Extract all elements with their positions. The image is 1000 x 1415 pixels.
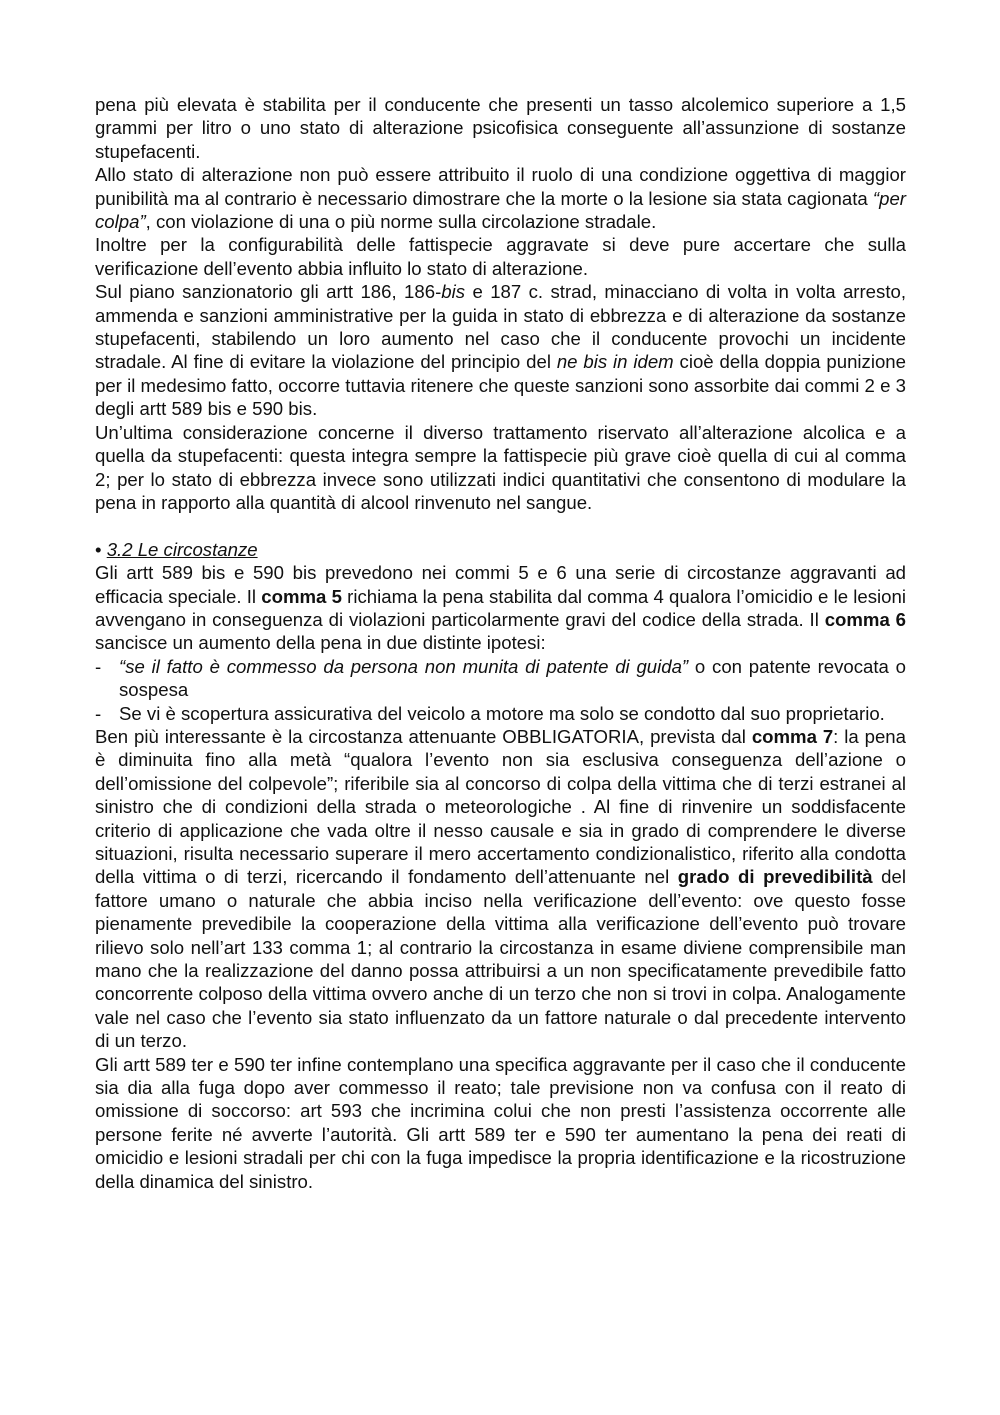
dash-bullet-icon: - bbox=[95, 655, 102, 677]
text-run: Allo stato di alterazione non può essere attribuito il ruolo di una condizione oggettiva di maggior punibilità ma al contrario è necessario dimostrare che la morte o la lesione sia stata cagionata bbox=[95, 164, 906, 209]
bold-comma-6: comma 6 bbox=[824, 608, 907, 630]
text-run: richiama la pena stabilita dal comma 4 qualora l’omicidio e le lesioni avvengano in conseguenza di violazioni particolarmente gravi del codice della strada. Il bbox=[95, 585, 906, 630]
bold-comma-7: comma 7 bbox=[751, 725, 834, 747]
hypotheses-list bbox=[95, 655, 906, 725]
paragraph-spacer bbox=[95, 514, 906, 537]
paragraph-alteration-role bbox=[95, 163, 906, 233]
bold-comma-5: comma 5 bbox=[261, 585, 342, 607]
italic-quote: “se il fatto è commesso da persona non munita di patente di guida” bbox=[119, 655, 689, 677]
text-run: sancisce un aumento della pena in due distinte ipotesi: bbox=[95, 632, 546, 654]
paragraph-sanctions bbox=[95, 280, 906, 420]
list-item bbox=[95, 702, 906, 725]
bullet-icon: • bbox=[95, 538, 102, 560]
paragraph-alcohol-penalty: pena più elevata è stabilita per il conducente che presenti un tasso alcolemico superiore a 1,5 grammi per litro o uno stato di alterazione psicofisica conseguente all’assunzione di sostanze stupefacenti. bbox=[95, 94, 906, 162]
italic-per-colpa: “per colpa” bbox=[95, 187, 906, 233]
section-heading bbox=[95, 538, 906, 561]
section-title: 3.2 Le circostanze bbox=[106, 538, 258, 560]
italic-ne-bis-in-idem: ne bis in idem bbox=[556, 351, 674, 373]
list-item bbox=[95, 655, 906, 702]
text-run: cioè della doppia punizione per il medesimo fatto, occorre tuttavia ritenere che queste sanzioni sono assorbite dai commi 2 e 3 degli artt 589 bis e 590 bis. bbox=[95, 351, 906, 420]
document-page bbox=[95, 93, 906, 1193]
text-run: e 187 c. strad, minacciano di volta in volta arresto, ammenda e sanzioni amministrative per la guida in stato di ebbrezza e di alterazione da sostanze stupefacenti, stabilendo un loro aumento nel caso che il conducente provochi un incidente stradale. Al fine di evitare la violazione del principio del bbox=[95, 281, 906, 373]
text-run: Sul piano sanzionatorio gli artt 186, 186- bbox=[95, 281, 442, 303]
text-run: : la pena è diminuita fino alla metà “qualora l’evento non sia esclusiva conseguenza dell’azione o dell’omissione del colpevole”; riferibile sia al concorso di colpa della vittima che di terzi estranei al sinistro che di condizioni della strada o meteorologiche . Al fine di rinvenire un soddisfacente criterio di applicazione che vada oltre il nesso causale e sia in grado di comprendere le diverse situazioni, risulta necessario superare il mero accertamento condizionalistico, riferito alla condotta della vittima o di terzi, ricercando il fondamento dell’attenuante nel bbox=[95, 725, 906, 888]
paragraph-hit-and-run: Gli artt 589 ter e 590 ter infine contemplano una specifica aggravante per il caso che il conducente sia dia alla fuga dopo aver commesso il reato; tale previsione non va confusa con il reato di omissione di soccorso: art 593 che incrimina colui che non presti l’assistenza occorrente alle persone ferite né avverte l’autorità. Gli artt 589 ter e 590 ter aumentano la pena dei reati di omicidio e lesioni stradali per chi con la fuga impedisce la propria identificazione e la ricostruzione della dinamica del sinistro. bbox=[95, 1053, 906, 1192]
text-run: o con patente revocata o sospesa bbox=[119, 655, 907, 701]
text-run: , con violazione di una o più norme sulla circolazione stradale. bbox=[145, 211, 657, 233]
text-run: Ben più interessante è la circostanza attenuante OBBLIGATORIA, prevista dal bbox=[95, 725, 752, 747]
paragraph-aggravating-circumstances bbox=[95, 561, 906, 655]
paragraph-alcohol-vs-drugs: Un’ultima considerazione concerne il diverso trattamento riservato all’alterazione alcolica e a quella da stupefacenti: questa integra sempre la fattispecie più grave cioè quella di cui al comma 2; per lo stato di ebbrezza invece sono utilizzati indici quantitativi che consentono di modulare la pena in rapporto alla quantità di alcool rinvenuto nel sangue. bbox=[95, 421, 906, 513]
bold-grado-prevedibilita: grado di prevedibilità bbox=[677, 866, 873, 888]
italic-bis: bis bbox=[441, 281, 466, 303]
text-run: Gli artt 589 bis e 590 bis prevedono nei commi 5 e 6 una serie di circostanze aggravanti ad efficacia speciale. Il bbox=[95, 562, 906, 607]
text-run: Se vi è scopertura assicurativa del veicolo a motore ma solo se condotto dal suo proprietario. bbox=[119, 702, 885, 724]
dash-bullet-icon: - bbox=[95, 702, 102, 724]
paragraph-aggravated-cases: Inoltre per la configurabilità delle fattispecie aggravate si deve pure accertare che sulla verificazione dell’evento abbia influito lo stato di alterazione. bbox=[95, 234, 906, 279]
paragraph-mitigating-circumstance bbox=[95, 725, 906, 1053]
text-run: del fattore umano o naturale che abbia inciso nella verificazione dell’evento: ove questo fosse pienamente prevedibile la cooperazione della vittima alla verificazione dell’evento può trovare rilievo solo nell’art 133 comma 1; al contrario la circostanza in esame diviene comprensibile man mano che la realizzazione del danno possa attribuirsi a un non specificatamente prevedibile fatto concorrente colposo della vittima ovvero anche di un terzo che non si trovi in colpa. Analogamente vale nel caso che l’evento sia stato influenzato da un fattore naturale o dal precedente intervento di un terzo. bbox=[95, 866, 906, 1052]
